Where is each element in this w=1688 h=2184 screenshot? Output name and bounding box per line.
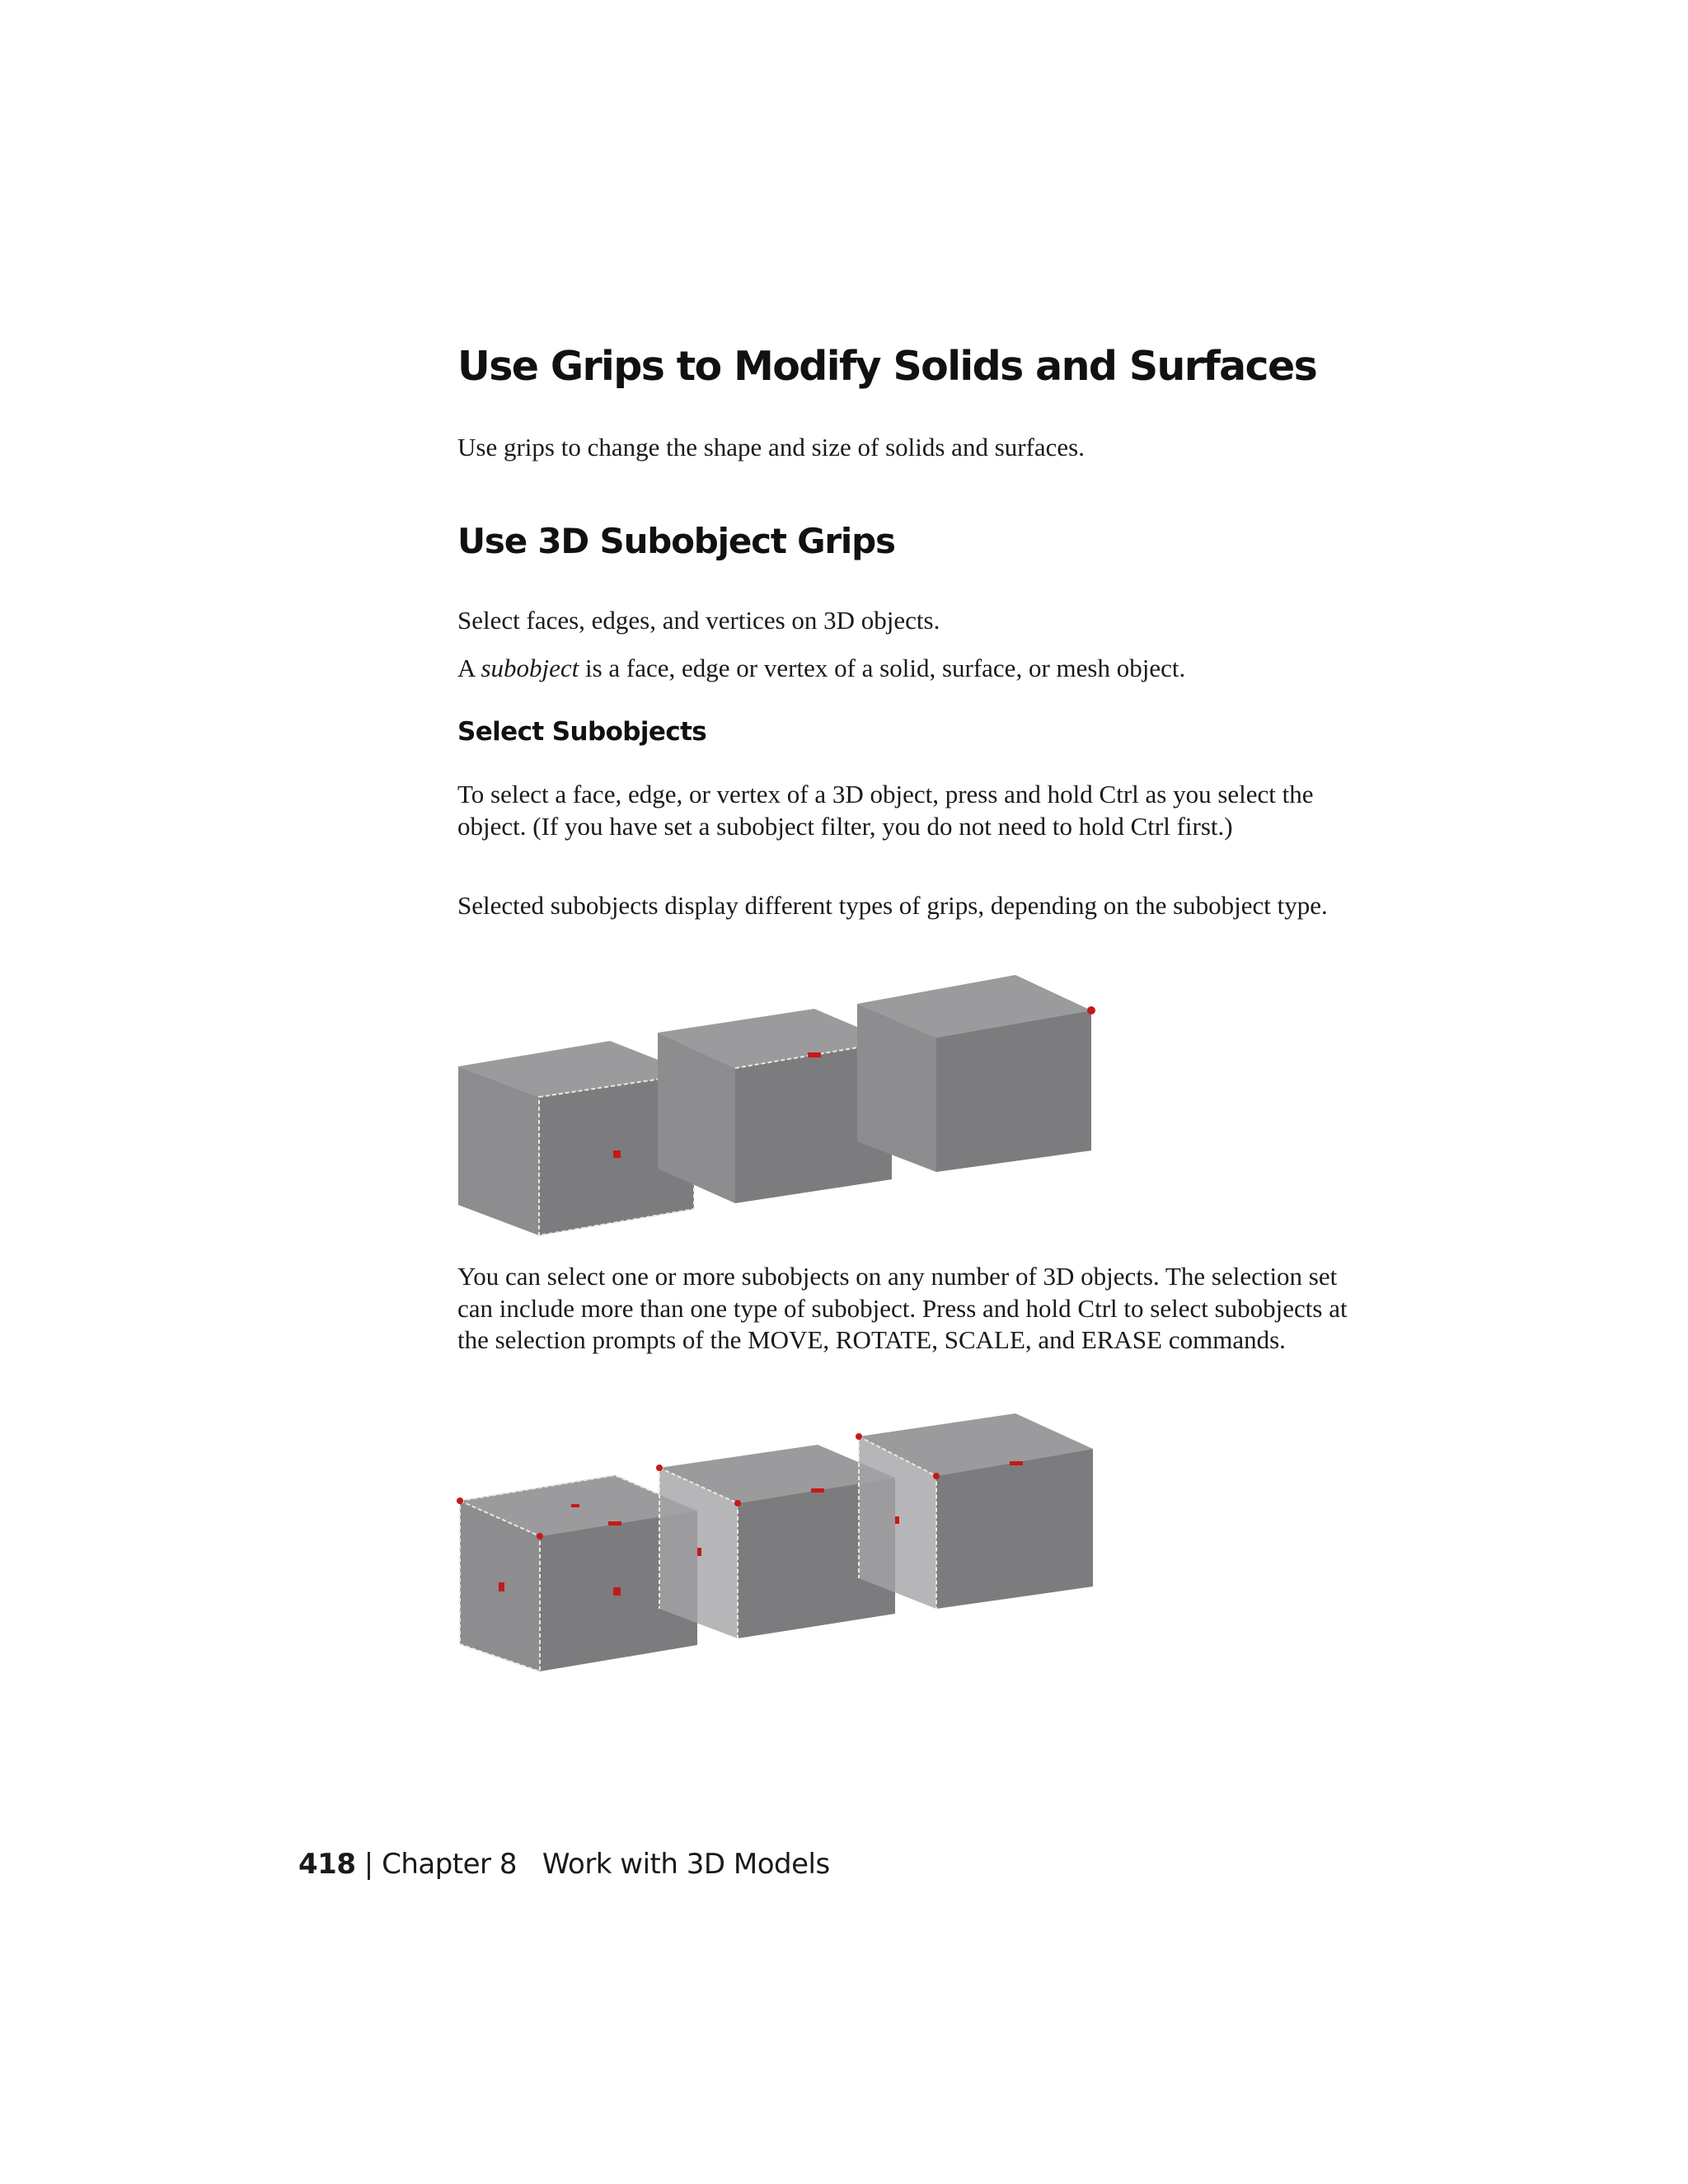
page-footer xyxy=(298,1848,830,1881)
chapter-title: Work with 3D Models xyxy=(542,1848,830,1881)
edge-grip xyxy=(608,1521,621,1526)
vertex-grip xyxy=(734,1500,741,1507)
face-grip xyxy=(499,1582,504,1591)
edge-grip xyxy=(811,1488,824,1493)
subsection-heading: Select Subobjects xyxy=(457,717,707,747)
grips-paragraph: Selected subobjects display different types of grips, depending on the subobject type. xyxy=(457,891,1328,920)
vertex-grip xyxy=(933,1473,940,1479)
select-paragraph: Select faces, edges, and vertices on 3D objects. xyxy=(457,606,940,635)
definition-term: subobject xyxy=(481,654,579,682)
figure-subobject-grip-types xyxy=(453,972,1104,1244)
face-grip xyxy=(613,1587,621,1596)
figure-multiple-subobjects xyxy=(453,1405,1104,1685)
multiple-paragraph: You can select one or more subobjects on any number of 3D objects. The selection set can include more than one type of subobject. Press and hold Ctrl to select subobjects at the selection prompts of the MOVE, ROTATE, SCALE, and ERASE commands. xyxy=(457,1262,1348,1354)
definition-prefix: A xyxy=(457,654,475,682)
intro-paragraph: Use grips to change the shape and size of solids and surfaces. xyxy=(457,433,1085,462)
vertex-grip xyxy=(457,1497,463,1504)
page-title: Use Grips to Modify Solids and Surfaces xyxy=(457,343,1317,390)
cube-vertex-selected xyxy=(857,975,1095,1172)
edge-grip xyxy=(808,1052,821,1057)
definition-text: is a face, edge or vertex of a solid, surface, or mesh object. xyxy=(585,654,1186,682)
vertex-grip xyxy=(537,1533,543,1540)
vertex-grip xyxy=(1087,1006,1095,1015)
definition-paragraph xyxy=(457,653,1372,685)
cube-edge-selected xyxy=(658,1009,892,1203)
section-heading: Use 3D Subobject Grips xyxy=(457,521,895,561)
footer-separator: | xyxy=(363,1848,373,1881)
edge-grip xyxy=(1010,1461,1023,1465)
page-number: 418 xyxy=(298,1848,356,1881)
vertex-grip xyxy=(856,1433,862,1440)
edge-grip xyxy=(571,1504,579,1507)
chapter-label: Chapter 8 xyxy=(382,1848,517,1881)
face-grip xyxy=(697,1548,701,1556)
face-grip xyxy=(613,1151,621,1158)
face-grip xyxy=(895,1516,899,1524)
vertex-grip xyxy=(656,1465,663,1471)
cube-multi-selection-3 xyxy=(856,1413,1093,1609)
ctrl-paragraph: To select a face, edge, or vertex of a 3D object, press and hold Ctrl as you select the object. (If you have set a subobject filter, you do not need to hold Ctrl first.) xyxy=(457,780,1314,841)
